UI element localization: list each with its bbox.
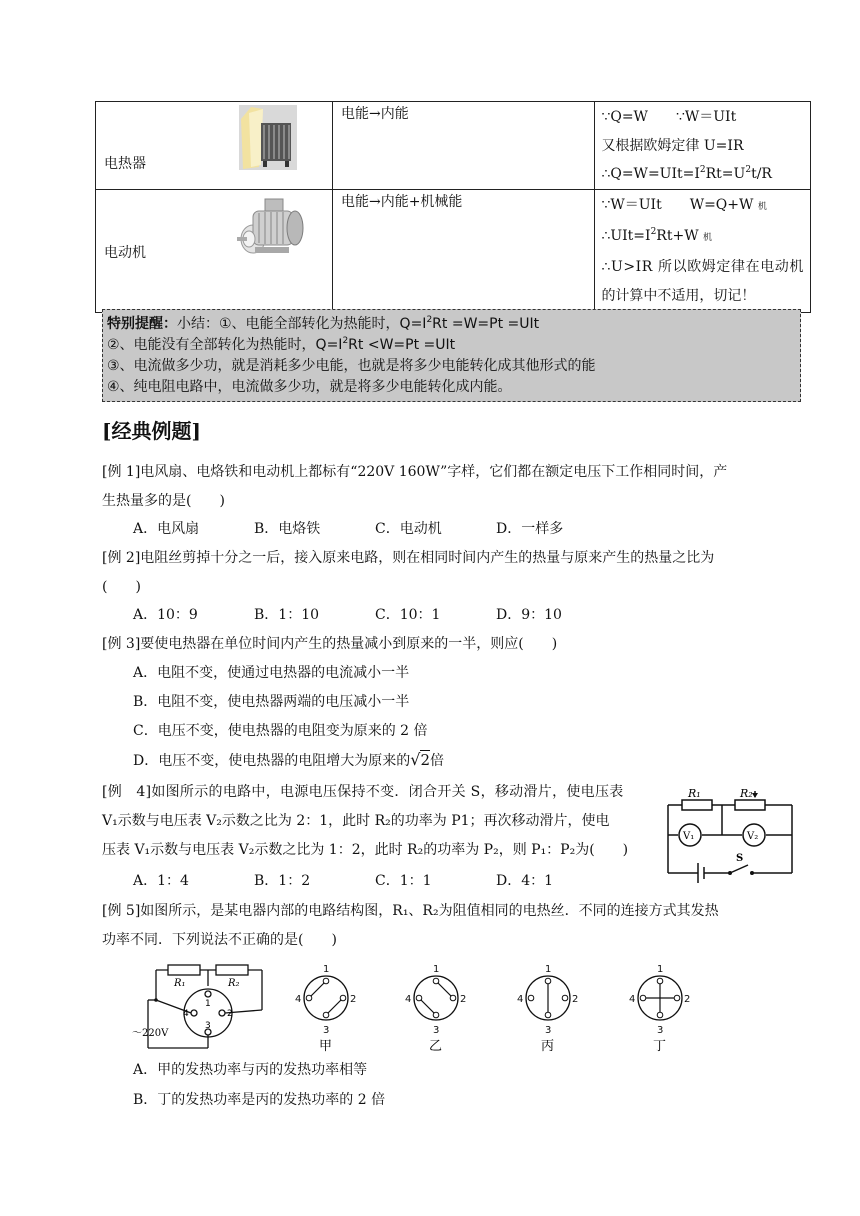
dial-label: 甲 [319, 1039, 333, 1054]
dial-label: 乙 [429, 1039, 443, 1054]
svg-text:2: 2 [572, 994, 579, 1005]
dial-jia [295, 964, 356, 1036]
formula-line: $\therefore Q=W=UIt=I^2Rt=U^2t/R$ [601, 165, 772, 182]
q1-option-d[interactable]: D．一样多 [496, 521, 564, 537]
question-3-line: [例 3]要使电热器在单位时间内产生的热量减小到原来的一半，则应( ) [102, 636, 558, 652]
tip-text: ②、电能没有全部转化为热能时，Q=I [107, 337, 343, 353]
q4-option-a[interactable]: A．1：4 [133, 873, 189, 889]
dial-bing [517, 964, 578, 1036]
question-5-line: 功率不同．下列说法不正确的是( ) [102, 932, 337, 948]
formula-line: $\therefore UIt=I^2Rt+W$ 机 [601, 227, 713, 244]
q1-option-a[interactable]: A．电风扇 [133, 521, 200, 537]
q2-option-d[interactable]: D．9：10 [496, 607, 562, 623]
svg-text:2: 2 [684, 994, 691, 1005]
terminal-2-label: 2 [227, 1009, 233, 1019]
formula-line: ∵Q=W ∵W＝UIt [601, 109, 737, 125]
svg-text:4: 4 [405, 994, 412, 1005]
question-2-line: ( ) [102, 579, 141, 595]
energy-table [95, 101, 811, 313]
r2-label: R₂ [740, 787, 753, 800]
sqrt-icon: √ [410, 750, 421, 769]
svg-text:1: 1 [323, 964, 330, 975]
formula-line: 又根据欧姆定律 U=IR [601, 138, 744, 154]
heater-icon [239, 105, 297, 170]
q3-option-c[interactable]: C．电压不变，使电热器的电阻变为原来的 2 倍 [133, 723, 428, 739]
device-cell [96, 190, 333, 313]
q3-option-a[interactable]: A．电阻不变，使通过电热器的电流减小一半 [133, 665, 410, 681]
svg-text:4: 4 [295, 994, 302, 1005]
voltage-label: ～220V [132, 1028, 169, 1039]
q5-option-b[interactable]: B．丁的发热功率是丙的发热功率的 2 倍 [133, 1092, 386, 1108]
formula-line: 的计算中不适用，切记！ [601, 288, 756, 304]
r1-label: R₁ [688, 787, 701, 800]
device-name: 电热器 [104, 156, 146, 172]
q2-option-c[interactable]: C．10：1 [375, 607, 441, 623]
formula-line: ∴U>IR 所以欧姆定律在电动机 [601, 259, 804, 275]
conversion-cell [332, 102, 594, 190]
svg-text:1: 1 [657, 964, 664, 975]
question-2-line: [例 2]电阻丝剪掉十分之一后，接入原来电路，则在相同时间内产生的热量与原来产生的热量之比为 [102, 550, 715, 566]
formula-cell [595, 102, 811, 190]
terminal-4-label: 4 [183, 1009, 189, 1019]
r2-label: R₂ [228, 978, 240, 989]
terminal-3-label: 3 [205, 1021, 211, 1031]
q1-option-c[interactable]: C．电动机 [375, 521, 442, 537]
q3-option-b[interactable]: B．电阻不变，使电热器两端的电压减小一半 [133, 694, 410, 710]
option-text: D．电压不变，使电热器的电阻增大为原来的 [133, 753, 411, 769]
q4-option-c[interactable]: C．1：1 [375, 873, 432, 889]
formula-line: ∵W＝UIt W=Q+W 机 [601, 197, 767, 213]
q4-option-b[interactable]: B．1：2 [254, 873, 311, 889]
svg-text:3: 3 [323, 1025, 330, 1036]
q2-option-a[interactable]: A．10：9 [133, 607, 198, 623]
svg-text:1: 1 [545, 964, 552, 975]
question-4-line: 压表 V₁示数与电压表 V₂示数之比为 1：2，此时 R₂的功率为 P₂，则 P₁：P₂为( ) [102, 842, 629, 858]
tip-text: Rt <W=Pt =UIt [348, 337, 456, 353]
dial-label: 丙 [541, 1039, 555, 1054]
question-4-line: [例 4]如图所示的电路中，电源电压保持不变．闭合开关 S，移动滑片，使电压表 [102, 784, 624, 800]
svg-text:3: 3 [433, 1025, 440, 1036]
v2-label: V₂ [747, 831, 759, 842]
svg-text:1: 1 [433, 964, 440, 975]
option-text: 倍 [429, 753, 444, 769]
q5-circuit-diagram [132, 960, 272, 1054]
r1-label: R₁ [174, 978, 186, 989]
q4-circuit-diagram [660, 783, 800, 885]
tip-text: Rt =W=Pt =UIt [432, 316, 540, 332]
conversion-text: 电能→内能+机械能 [340, 194, 463, 210]
svg-text:3: 3 [657, 1025, 664, 1036]
q5-option-a[interactable]: A．甲的发热功率与丙的发热功率相等 [133, 1062, 368, 1078]
tip-line: ②、电能没有全部转化为热能时，$Q=I^2Rt <W=Pt =UIt$ [107, 336, 456, 353]
formula-cell [595, 190, 811, 313]
switch-label: S [736, 853, 744, 864]
motor-icon [235, 195, 305, 261]
question-5-line: [例 5]如图所示，是某电器内部的电路结构图，R₁、R₂为阻值相同的电热丝．不同的连接方式其发热 [102, 903, 719, 919]
section-title: [经典例题] [102, 419, 201, 443]
sqrt-value: 2 [420, 751, 430, 769]
svg-text:4: 4 [517, 994, 524, 1005]
terminal-1-label: 1 [205, 999, 211, 1009]
svg-text:2: 2 [460, 994, 467, 1005]
tip-line: ④、纯电阻电路中，电流做多少功，就是将多少电能转化成内能。 [107, 379, 512, 395]
tip-box [102, 309, 801, 402]
conversion-text: 电能→内能 [340, 106, 409, 122]
q2-option-b[interactable]: B．1：10 [254, 607, 320, 623]
question-1-line: [例 1]电风扇、电烙铁和电动机上都标有“220V 160W”字样，它们都在额定电压下工作相同时间，产 [102, 464, 728, 480]
svg-text:2: 2 [350, 994, 357, 1005]
dial-label: 丁 [653, 1039, 667, 1054]
tip-text: 小结：①、电能全部转化为热能时，Q=I [177, 316, 427, 332]
question-4-line: V₁示数与电压表 V₂示数之比为 2：1，此时 R₂的功率为 P1；再次移动滑片，使电 [102, 813, 610, 829]
svg-text:3: 3 [545, 1025, 552, 1036]
device-cell [96, 102, 333, 190]
dial-yi [405, 964, 466, 1036]
q1-option-b[interactable]: B．电烙铁 [254, 521, 321, 537]
q4-option-d[interactable]: D．4：1 [496, 873, 554, 889]
device-name: 电动机 [104, 245, 146, 261]
svg-text:4: 4 [629, 994, 636, 1005]
q3-option-d[interactable] [133, 750, 444, 771]
conversion-cell [332, 190, 594, 313]
dial-ding [629, 964, 690, 1036]
tip-line: 特别提醒：小结：①、电能全部转化为热能时，$Q=I^2Rt =W=Pt =UIt$ [107, 315, 540, 332]
q5-dials [280, 958, 705, 1054]
tip-line: ③、电流做多少功，就是消耗多少电能，也就是将多少电能转化成其他形式的能 [107, 358, 596, 374]
question-1-line: 生热量多的是( ) [102, 493, 225, 509]
v1-label: V₁ [683, 831, 695, 842]
tip-label: 特别提醒： [107, 316, 177, 332]
